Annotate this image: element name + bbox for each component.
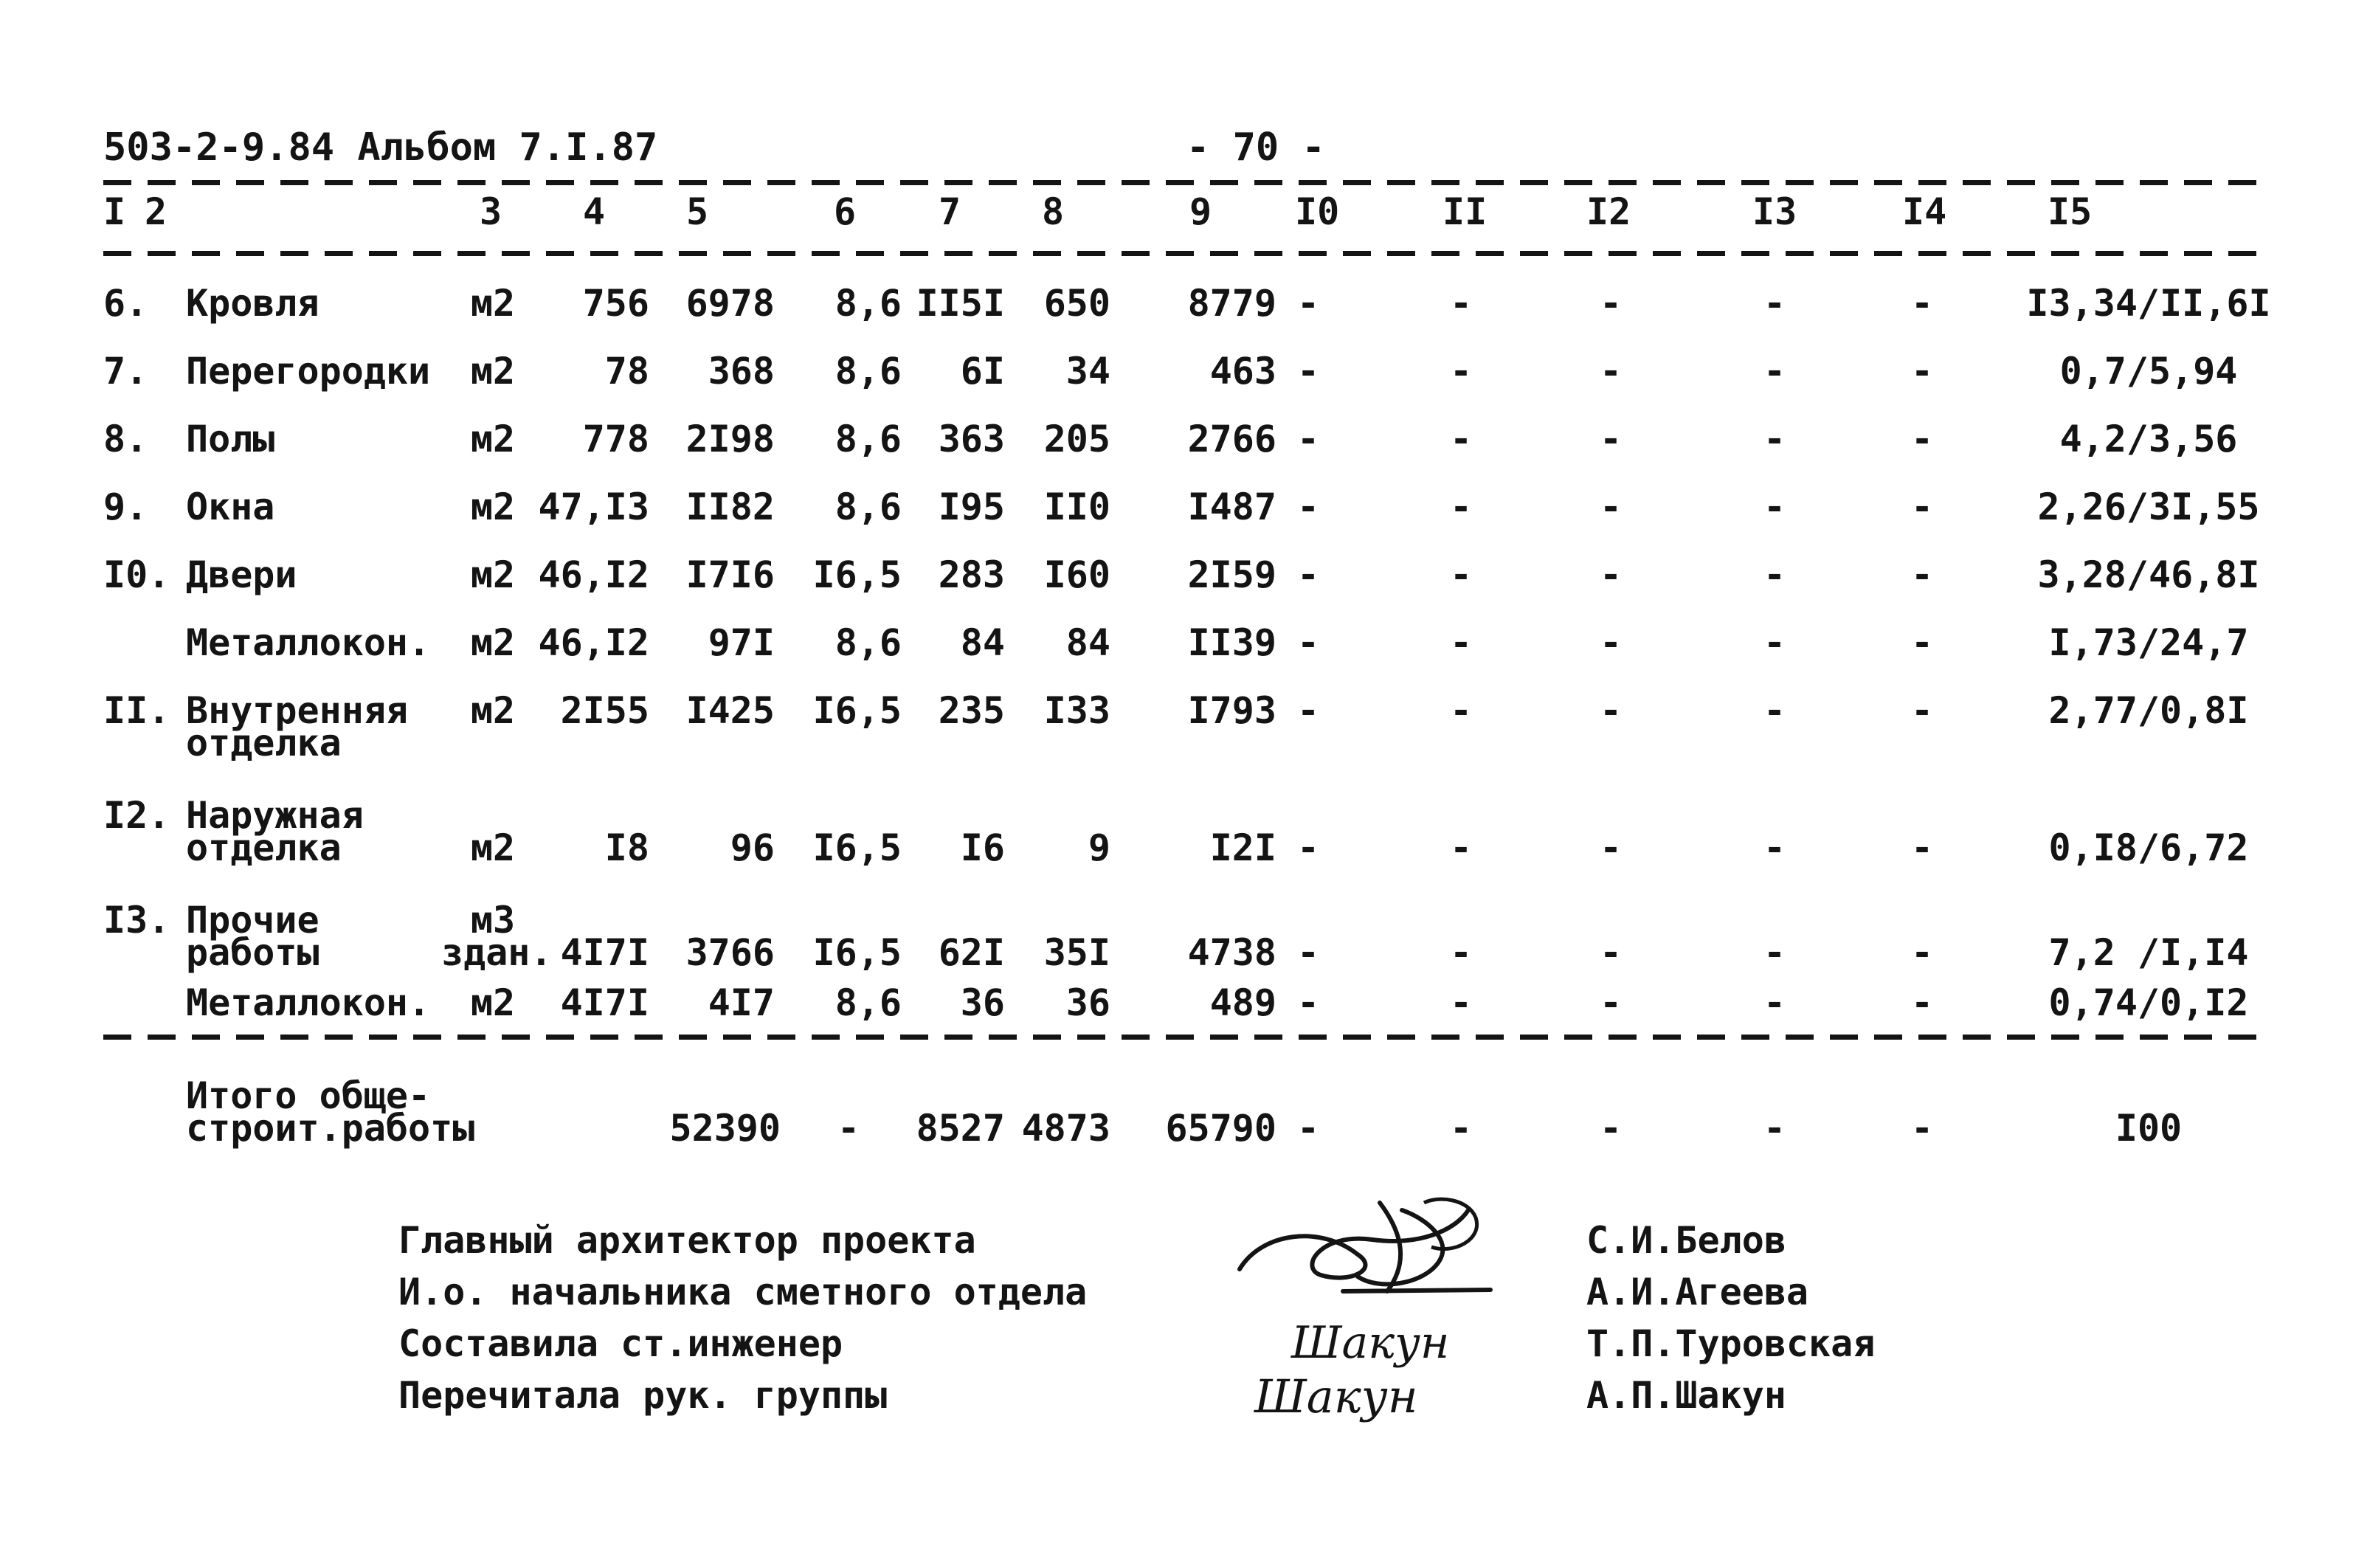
cell-dash: - <box>1450 689 1473 732</box>
cell-dash: - <box>1600 689 1623 732</box>
cell-c15: 3,28/46,8I <box>2037 553 2260 596</box>
cell-c6: I6,5 <box>812 931 902 974</box>
cell-dash: - <box>1600 418 1623 460</box>
cell-dash: - <box>1911 931 1934 974</box>
cell-c6: 8,6 <box>835 621 902 664</box>
cell-dash: - <box>1450 826 1473 869</box>
column-header-5: 5 <box>686 190 709 233</box>
total-dash: - <box>1600 1107 1623 1150</box>
column-header-12: I2 <box>1586 190 1631 233</box>
cell-dash: - <box>1911 350 1934 393</box>
cell-dash: - <box>1911 486 1934 528</box>
cell-dash: - <box>1763 486 1786 528</box>
cell-c5: 6978 <box>685 282 775 325</box>
cell-c7: 363 <box>938 418 1005 460</box>
cell-c6: 8,6 <box>835 486 902 528</box>
cell-c5: II82 <box>685 486 775 528</box>
cell-c9: I2I <box>1209 826 1276 869</box>
cell-c7: I6 <box>960 826 1005 869</box>
total-dash: - <box>1450 1107 1473 1150</box>
total-c10: - <box>1297 1107 1320 1150</box>
total-c7: 8527 <box>916 1107 1005 1150</box>
row-name: Перегородки <box>186 350 431 393</box>
row-name: Металлокон. <box>186 981 431 1024</box>
handwritten-signature-2: Шакун <box>1254 1370 1418 1423</box>
cell-c4: 46,I2 <box>538 621 649 664</box>
cell-c6: 8,6 <box>835 418 902 460</box>
cell-dash: - <box>1600 486 1623 528</box>
cell-dash: - <box>1763 981 1786 1024</box>
total-c6: - <box>837 1107 860 1150</box>
signature-name: С.И.Белов <box>1586 1219 1786 1262</box>
cell-dash: - <box>1600 826 1623 869</box>
row-name: Металлокон. <box>186 621 431 664</box>
cell-c8: I60 <box>1043 553 1110 596</box>
cell-c7: 36 <box>960 981 1005 1024</box>
cell-c7: I95 <box>938 486 1005 528</box>
cell-c5: 4I7 <box>708 981 775 1024</box>
cell-c8: 205 <box>1043 418 1110 460</box>
column-header-3: 3 <box>480 190 502 233</box>
cell-c4: I8 <box>604 826 649 869</box>
total-label: Итого обще- <box>186 1074 431 1117</box>
column-header-7: 7 <box>939 190 961 233</box>
cell-dash: - <box>1763 621 1786 664</box>
cell-c10: - <box>1297 553 1320 596</box>
cell-c8: 9 <box>1088 826 1110 869</box>
cell-c9: 8779 <box>1187 282 1276 325</box>
row-name: отделка <box>186 826 342 869</box>
cell-c15: 2,26/3I,55 <box>2037 486 2260 528</box>
row-unit: м2 <box>470 282 516 325</box>
cell-c8: 84 <box>1065 621 1110 664</box>
row-number: I3. <box>103 899 170 942</box>
cell-c9: 2766 <box>1187 418 1276 460</box>
cell-c8: 36 <box>1065 981 1110 1024</box>
row-number: 8. <box>103 418 148 460</box>
cell-c9: 463 <box>1209 350 1276 393</box>
cell-c10: - <box>1297 931 1320 974</box>
row-name: работы <box>186 931 319 974</box>
divider-top <box>103 180 2258 185</box>
total-label: строит.работы <box>186 1107 475 1150</box>
cell-c15: 0,I8/6,72 <box>2048 826 2249 869</box>
cell-c15: 2,77/0,8I <box>2048 689 2249 732</box>
cell-c4: 778 <box>582 418 649 460</box>
cell-c5: 96 <box>730 826 775 869</box>
column-header-4: 4 <box>583 190 606 233</box>
row-number: 7. <box>103 350 148 393</box>
row-unit: м2 <box>470 350 516 393</box>
signature-role: Перечитала рук. группы <box>398 1374 888 1417</box>
total-dash: - <box>1911 1107 1934 1150</box>
cell-c4: 4I7I <box>560 981 649 1024</box>
cell-dash: - <box>1763 282 1786 325</box>
cell-dash: - <box>1450 350 1473 393</box>
cell-c9: II39 <box>1187 621 1276 664</box>
cell-dash: - <box>1911 621 1934 664</box>
column-header-13: I3 <box>1752 190 1797 233</box>
cell-dash: - <box>1600 553 1623 596</box>
row-unit: м2 <box>470 981 516 1024</box>
column-header-9: 9 <box>1189 190 1212 233</box>
row-unit: м2 <box>470 621 516 664</box>
cell-dash: - <box>1763 350 1786 393</box>
cell-dash: - <box>1450 553 1473 596</box>
cell-c10: - <box>1297 689 1320 732</box>
cell-c6: 8,6 <box>835 350 902 393</box>
cell-c9: 2I59 <box>1187 553 1276 596</box>
signature-role: И.о. начальника сметного отдела <box>398 1271 1088 1313</box>
row-name: Прочие <box>186 899 319 942</box>
total-c5: 52390 <box>669 1107 781 1150</box>
cell-dash: - <box>1600 931 1623 974</box>
cell-c8: 35I <box>1043 931 1110 974</box>
cell-c10: - <box>1297 350 1320 393</box>
row-name: Кровля <box>186 282 319 325</box>
cell-c9: 4738 <box>1187 931 1276 974</box>
cell-dash: - <box>1911 981 1934 1024</box>
cell-c6: I6,5 <box>812 553 902 596</box>
cell-dash: - <box>1911 282 1934 325</box>
signature-name: А.П.Шакун <box>1586 1374 1786 1417</box>
column-header-1: I <box>103 190 126 233</box>
column-header-8: 8 <box>1042 190 1065 233</box>
cell-dash: - <box>1911 826 1934 869</box>
cell-dash: - <box>1600 981 1623 1024</box>
cell-c4: 2I55 <box>560 689 649 732</box>
divider-bottom <box>103 1035 2258 1040</box>
row-unit: м2 <box>470 418 516 460</box>
cell-dash: - <box>1911 553 1934 596</box>
cell-dash: - <box>1450 282 1473 325</box>
signature-belov-ageeva-icon <box>1232 1188 1513 1306</box>
row-unit: м2 <box>470 826 516 869</box>
cell-c4: 47,I3 <box>538 486 649 528</box>
cell-c5: I425 <box>685 689 775 732</box>
cell-c10: - <box>1297 826 1320 869</box>
column-header-15: I5 <box>2048 190 2093 233</box>
row-name: отделка <box>186 722 342 764</box>
cell-c5: 3766 <box>685 931 775 974</box>
cell-c7: 62I <box>938 931 1005 974</box>
cell-dash: - <box>1763 689 1786 732</box>
cell-dash: - <box>1450 418 1473 460</box>
row-name: Внутренняя <box>186 689 409 732</box>
column-header-6: 6 <box>834 190 857 233</box>
cell-dash: - <box>1763 931 1786 974</box>
column-header-2: 2 <box>145 190 167 233</box>
column-header-14: I4 <box>1902 190 1947 233</box>
total-c8: 4873 <box>1021 1107 1110 1150</box>
cell-dash: - <box>1763 826 1786 869</box>
row-number: I2. <box>103 794 170 837</box>
cell-dash: - <box>1450 486 1473 528</box>
row-number: II. <box>103 689 170 732</box>
cell-c6: 8,6 <box>835 282 902 325</box>
cell-c10: - <box>1297 621 1320 664</box>
cell-dash: - <box>1911 418 1934 460</box>
cell-c5: 97I <box>708 621 775 664</box>
divider-header <box>103 251 2258 256</box>
cell-c15: 4,2/3,56 <box>2059 418 2238 460</box>
column-header-11: II <box>1442 190 1488 233</box>
cell-c6: 8,6 <box>835 981 902 1024</box>
cell-c4: 78 <box>604 350 649 393</box>
cell-c10: - <box>1297 486 1320 528</box>
cell-c7: 235 <box>938 689 1005 732</box>
cell-dash: - <box>1450 621 1473 664</box>
row-unit: м2 <box>470 553 516 596</box>
cell-c6: I6,5 <box>812 689 902 732</box>
page-number: - 70 - <box>1186 125 1325 170</box>
cell-c10: - <box>1297 282 1320 325</box>
row-unit: м2 <box>470 486 516 528</box>
cell-c10: - <box>1297 418 1320 460</box>
row-name: Окна <box>186 486 275 528</box>
cell-dash: - <box>1600 350 1623 393</box>
cell-c10: - <box>1297 981 1320 1024</box>
signature-name: Т.П.Туровская <box>1586 1322 1876 1365</box>
cell-c6: I6,5 <box>812 826 902 869</box>
row-number: I0. <box>103 553 170 596</box>
total-c15: I00 <box>2115 1107 2183 1150</box>
row-unit: м2 <box>470 689 516 732</box>
signature-role: Главный архитектор проекта <box>398 1219 976 1262</box>
signature-role: Составила ст.инженер <box>398 1322 843 1365</box>
doc-code: 503-2-9.84 Альбом 7.I.87 <box>103 125 658 170</box>
row-name: Наружная <box>186 794 364 837</box>
row-name: Полы <box>186 418 275 460</box>
cell-dash: - <box>1763 418 1786 460</box>
cell-c15: I,73/24,7 <box>2048 621 2249 664</box>
cell-c15: 7,2 /I,I4 <box>2048 931 2249 974</box>
cell-c9: I487 <box>1187 486 1276 528</box>
cell-c7: II5I <box>916 282 1005 325</box>
row-name: Двери <box>186 553 297 596</box>
cell-c8: 650 <box>1043 282 1110 325</box>
cell-c9: I793 <box>1187 689 1276 732</box>
cell-c5: 368 <box>708 350 775 393</box>
cell-dash: - <box>1600 621 1623 664</box>
cell-dash: - <box>1911 689 1934 732</box>
column-header-10: I0 <box>1295 190 1340 233</box>
cell-c5: 2I98 <box>685 418 775 460</box>
cell-c8: II0 <box>1043 486 1110 528</box>
cell-c8: 34 <box>1065 350 1110 393</box>
cell-c5: I7I6 <box>685 553 775 596</box>
cell-c9: 489 <box>1209 981 1276 1024</box>
row-number: 9. <box>103 486 148 528</box>
cell-c15: I3,34/II,6I <box>2026 282 2271 325</box>
cell-c7: 283 <box>938 553 1005 596</box>
cell-c7: 6I <box>960 350 1005 393</box>
cell-dash: - <box>1450 931 1473 974</box>
cell-dash: - <box>1450 981 1473 1024</box>
cell-c4: 46,I2 <box>538 553 649 596</box>
cell-c15: 0,74/0,I2 <box>2048 981 2249 1024</box>
cell-c4: 4I7I <box>560 931 649 974</box>
cell-c8: I33 <box>1043 689 1110 732</box>
row-unit: здан. <box>441 931 553 974</box>
total-dash: - <box>1763 1107 1786 1150</box>
handwritten-signature-1: Шакун <box>1291 1317 1450 1369</box>
signature-name: А.И.Агеева <box>1586 1271 1809 1313</box>
row-unit: м3 <box>470 899 516 942</box>
cell-c4: 756 <box>582 282 649 325</box>
cell-dash: - <box>1763 553 1786 596</box>
total-c9: 65790 <box>1165 1107 1276 1150</box>
cell-dash: - <box>1600 282 1623 325</box>
cell-c7: 84 <box>960 621 1005 664</box>
cell-c15: 0,7/5,94 <box>2059 350 2238 393</box>
row-number: 6. <box>103 282 148 325</box>
